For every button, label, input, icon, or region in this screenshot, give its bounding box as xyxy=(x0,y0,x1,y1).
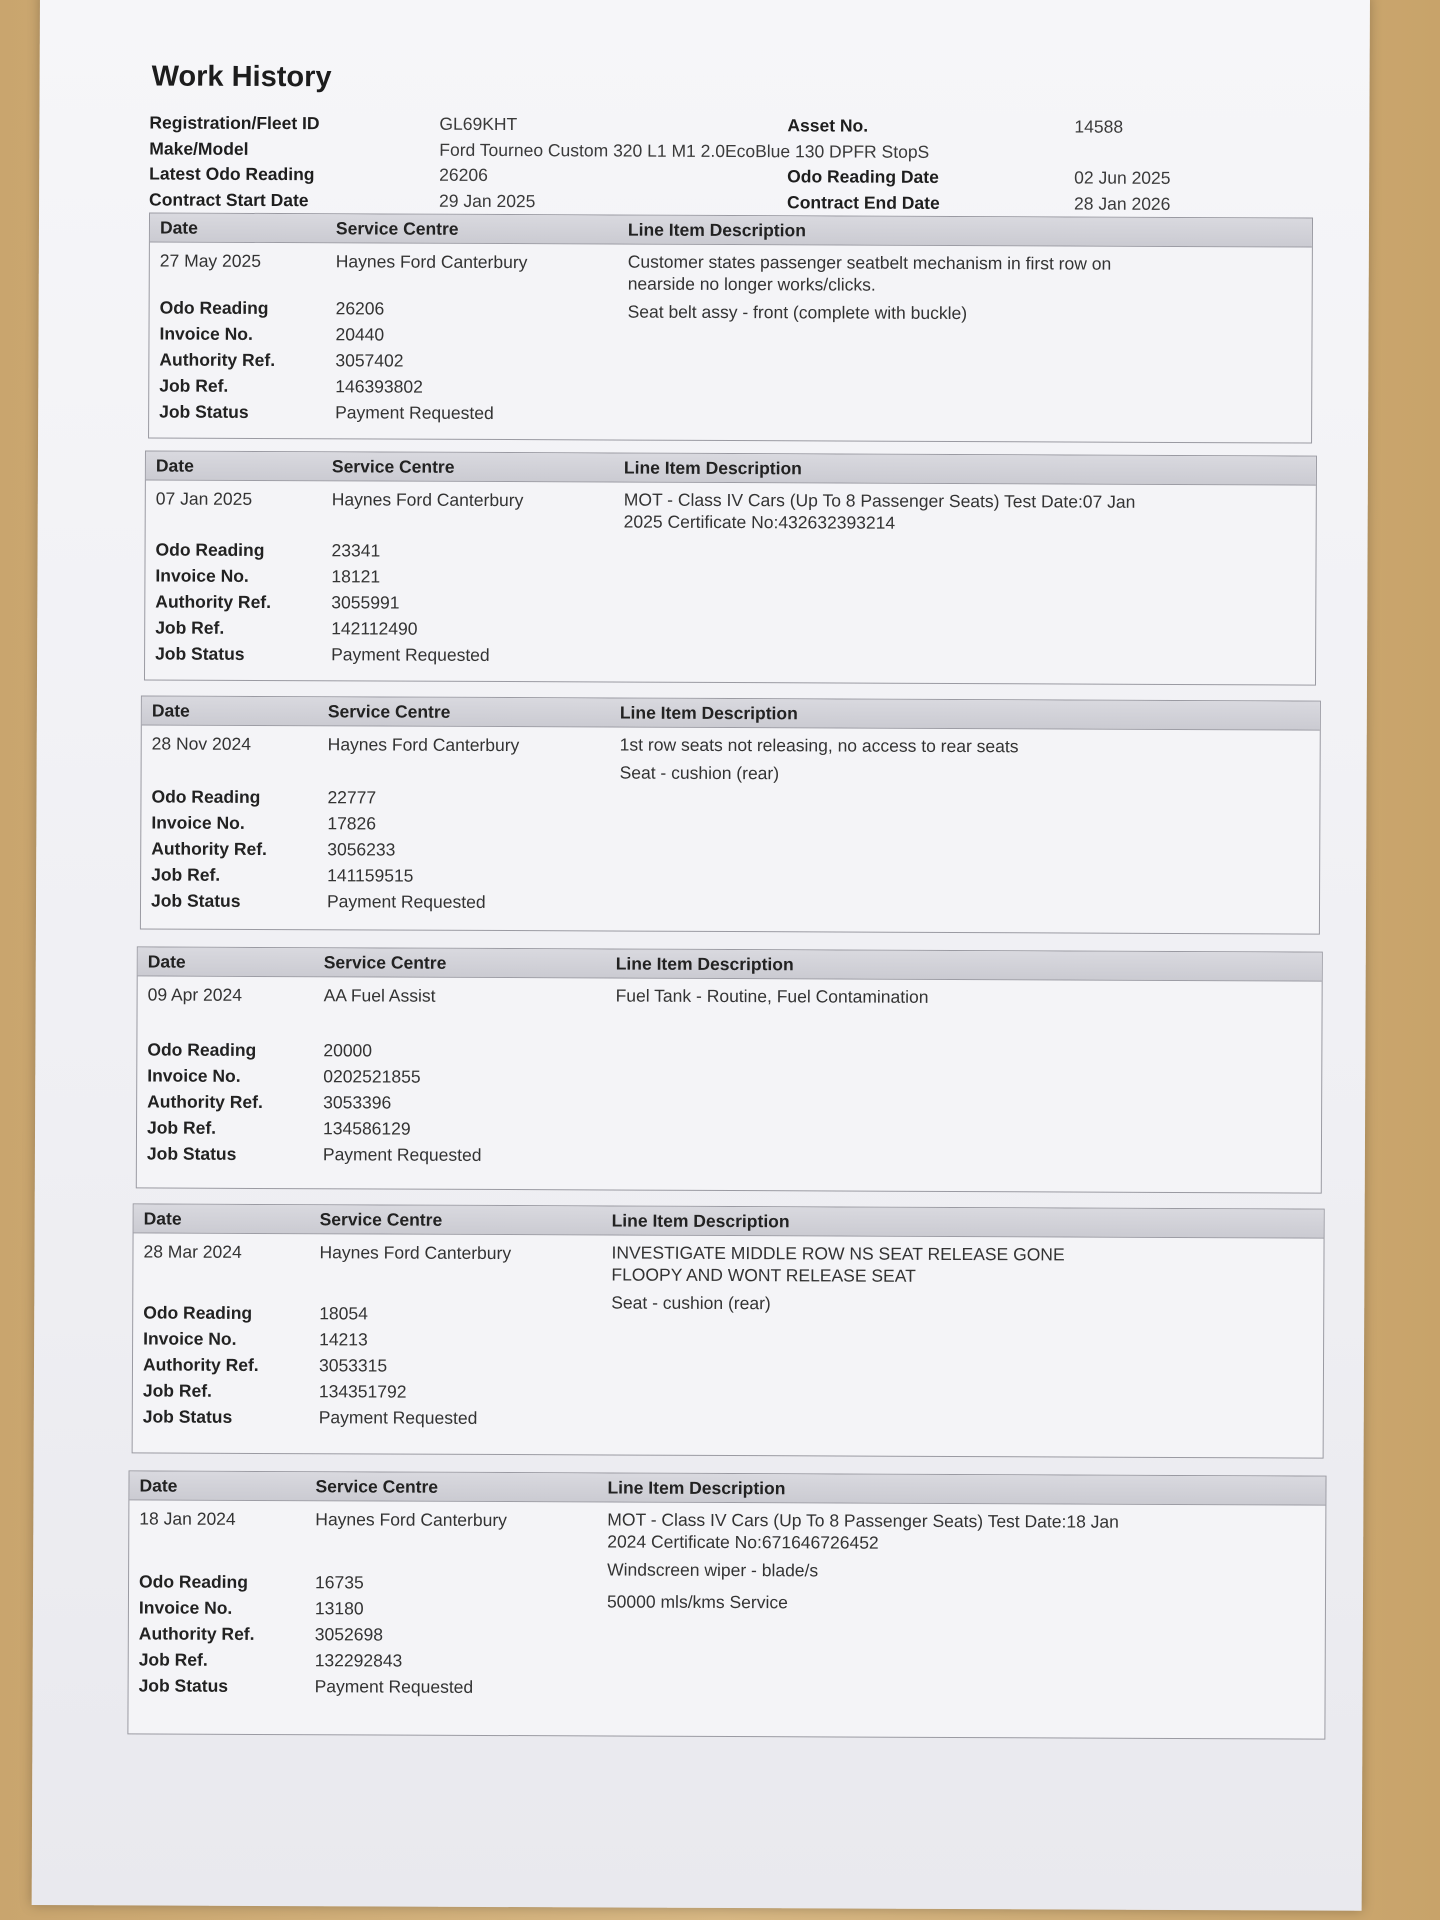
job-fields xyxy=(147,1036,578,1168)
job-header xyxy=(138,947,1322,981)
job-field-job-ref xyxy=(147,1114,577,1142)
job-field-authority xyxy=(147,1088,577,1116)
job-fields xyxy=(151,783,582,915)
field-label: Job Status xyxy=(159,401,249,422)
field-label: Odo Reading xyxy=(139,1570,248,1592)
job-field-invoice xyxy=(159,321,589,349)
registration-value: GL69KHT xyxy=(439,113,518,135)
job-description xyxy=(624,489,1144,541)
service-centre-column-header: Service Centre xyxy=(315,1475,439,1497)
job-field-odo xyxy=(156,537,586,565)
line-item: 50000 mls/kms Service xyxy=(606,1591,788,1613)
job-description xyxy=(611,1242,1131,1326)
job-description xyxy=(619,734,1139,796)
job-record xyxy=(136,946,1323,1193)
field-label: Job Status xyxy=(142,1405,233,1427)
job-description xyxy=(628,251,1148,335)
description-column-header: Line Item Description xyxy=(607,1476,786,1498)
line-item: Windscreen wiper - blade/s xyxy=(607,1559,819,1581)
document-page xyxy=(32,0,1370,1911)
job-fields xyxy=(155,537,586,669)
field-value: Payment Requested xyxy=(318,1406,478,1428)
field-label: Invoice No. xyxy=(159,323,253,344)
field-value: 22777 xyxy=(327,786,377,807)
asset-no-label: Asset No. xyxy=(787,115,869,136)
job-record xyxy=(148,212,1313,443)
job-field-job-ref xyxy=(159,373,589,401)
job-field-status xyxy=(143,1403,573,1431)
job-field-status xyxy=(159,399,589,427)
job-field-job-ref xyxy=(151,861,581,889)
contract-start-label: Contract Start Date xyxy=(149,189,309,210)
line-item: Customer states passenger seatbelt mechanism in first row on nearside no longer works/clicks. xyxy=(627,251,1112,295)
line-item: Seat belt assy - front (complete with buckle) xyxy=(627,301,968,324)
contract-end-value: 28 Jan 2026 xyxy=(1074,193,1171,214)
job-field-invoice xyxy=(155,563,585,591)
job-record xyxy=(144,450,1317,685)
odo-date-value: 02 Jun 2025 xyxy=(1074,167,1171,189)
job-field-odo xyxy=(139,1568,569,1596)
line-item: MOT - Class IV Cars (Up To 8 Passenger Seats) Test Date:07 Jan 2025 Certificate No:432632393214 xyxy=(623,489,1136,533)
field-value: Payment Requested xyxy=(326,890,486,912)
description-column-header: Line Item Description xyxy=(611,1210,790,1231)
field-value: 0202521855 xyxy=(323,1065,421,1087)
field-label: Authority Ref. xyxy=(138,1622,255,1644)
field-value: 20000 xyxy=(323,1039,373,1060)
field-value: 3055991 xyxy=(331,591,400,613)
field-value: 20440 xyxy=(335,323,385,345)
service-centre-column-header: Service Centre xyxy=(319,1208,443,1230)
contract-start-value: 29 Jan 2025 xyxy=(439,190,536,211)
date-column-header: Date xyxy=(159,217,198,238)
field-label: Job Status xyxy=(150,889,241,911)
field-value: 3056233 xyxy=(327,838,396,860)
field-value: Payment Requested xyxy=(335,401,494,423)
job-record xyxy=(132,1203,1325,1458)
job-header xyxy=(129,1471,1325,1505)
job-fields xyxy=(143,1299,574,1431)
date-column-header: Date xyxy=(139,1474,178,1496)
field-label: Invoice No. xyxy=(138,1596,233,1618)
field-label: Odo Reading xyxy=(143,1301,253,1323)
field-value: 16735 xyxy=(315,1571,364,1592)
field-label: Authority Ref. xyxy=(155,591,272,612)
job-service-centre: Haynes Ford Canterbury xyxy=(327,734,520,756)
description-column-header: Line Item Description xyxy=(615,953,794,974)
job-field-invoice xyxy=(147,1062,577,1090)
job-date: 07 Jan 2025 xyxy=(155,488,253,509)
job-field-invoice xyxy=(151,809,581,837)
job-field-odo xyxy=(151,783,581,811)
job-date: 09 Apr 2024 xyxy=(147,984,243,1005)
field-value: 3057402 xyxy=(335,349,404,371)
field-value: 3052698 xyxy=(314,1623,384,1645)
job-field-authority xyxy=(143,1351,573,1379)
job-service-centre: Haynes Ford Canterbury xyxy=(335,251,528,273)
job-header xyxy=(146,451,1316,485)
service-centre-column-header: Service Centre xyxy=(327,700,451,722)
field-value: 132292843 xyxy=(314,1649,403,1671)
field-label: Job Status xyxy=(146,1142,237,1164)
field-label: Job Ref. xyxy=(151,863,221,885)
job-field-invoice xyxy=(139,1594,569,1622)
field-label: Invoice No. xyxy=(143,1327,237,1349)
field-value: 23341 xyxy=(331,539,381,560)
field-value: 134586129 xyxy=(322,1117,411,1139)
field-label: Job Ref. xyxy=(155,617,225,638)
job-date: 18 Jan 2024 xyxy=(139,1508,236,1529)
date-column-header: Date xyxy=(147,950,186,972)
job-date: 28 Mar 2024 xyxy=(143,1241,242,1262)
line-item: MOT - Class IV Cars (Up To 8 Passenger Seats) Test Date:18 Jan 2024 Certificate No:671646726452 xyxy=(607,1509,1119,1553)
job-service-centre: Haynes Ford Canterbury xyxy=(331,489,524,511)
job-field-odo xyxy=(143,1299,573,1327)
field-value: 146393802 xyxy=(335,375,423,397)
make-model-label: Make/Model xyxy=(149,138,249,159)
job-field-odo xyxy=(160,295,590,323)
vehicle-header xyxy=(149,110,1239,217)
field-value: Payment Requested xyxy=(322,1143,482,1165)
job-service-centre: AA Fuel Assist xyxy=(323,985,436,1006)
job-service-centre: Haynes Ford Canterbury xyxy=(315,1509,507,1531)
field-label: Authority Ref. xyxy=(147,1090,263,1112)
job-fields xyxy=(139,1568,570,1700)
job-header xyxy=(150,213,1312,247)
job-description xyxy=(616,985,1136,1015)
field-label: Invoice No. xyxy=(155,565,249,586)
field-label: Odo Reading xyxy=(159,297,269,318)
field-label: Job Ref. xyxy=(138,1648,208,1670)
job-field-invoice xyxy=(143,1325,573,1353)
job-field-status xyxy=(151,887,581,915)
service-centre-column-header: Service Centre xyxy=(335,217,459,239)
job-field-job-ref xyxy=(139,1646,569,1674)
job-header xyxy=(142,696,1320,730)
field-value: 3053315 xyxy=(318,1354,388,1376)
line-item: 1st row seats not releasing, no access to rear seats xyxy=(619,734,1019,757)
odo-date-label: Odo Reading Date xyxy=(787,166,939,188)
field-value: Payment Requested xyxy=(314,1675,474,1697)
field-value: 134351792 xyxy=(318,1380,407,1402)
date-column-header: Date xyxy=(143,1207,182,1229)
job-field-authority xyxy=(151,835,581,863)
contract-end-label: Contract End Date xyxy=(787,192,940,213)
job-description xyxy=(607,1508,1127,1624)
field-value: 142112490 xyxy=(331,617,418,639)
job-field-status xyxy=(139,1672,569,1700)
job-header xyxy=(134,1204,1324,1238)
job-service-centre: Haynes Ford Canterbury xyxy=(319,1242,512,1264)
field-value: 18054 xyxy=(319,1302,368,1323)
field-value: 17826 xyxy=(327,812,377,833)
line-item: Seat - cushion (rear) xyxy=(611,1292,771,1314)
field-label: Authority Ref. xyxy=(159,349,276,370)
field-label: Job Ref. xyxy=(142,1379,212,1401)
field-value: 13180 xyxy=(314,1597,364,1618)
line-item: Fuel Tank - Routine, Fuel Contamination xyxy=(615,985,929,1007)
field-label: Invoice No. xyxy=(147,1064,241,1086)
field-value: 26206 xyxy=(335,297,385,319)
job-date: 27 May 2025 xyxy=(159,250,262,271)
field-label: Odo Reading xyxy=(147,1038,257,1060)
field-label: Invoice No. xyxy=(151,811,245,833)
field-label: Authority Ref. xyxy=(142,1353,259,1375)
date-column-header: Date xyxy=(155,455,194,476)
asset-no-value: 14588 xyxy=(1074,116,1124,137)
job-field-job-ref xyxy=(155,615,585,643)
job-field-authority xyxy=(159,347,589,375)
description-column-header: Line Item Description xyxy=(623,457,802,478)
field-value: 3053396 xyxy=(323,1091,392,1113)
field-label: Job Ref. xyxy=(159,375,229,396)
date-column-header: Date xyxy=(151,699,190,721)
service-centre-column-header: Service Centre xyxy=(323,951,447,973)
field-label: Odo Reading xyxy=(155,539,265,560)
job-record xyxy=(127,1470,1326,1739)
job-record xyxy=(140,695,1321,934)
description-column-header: Line Item Description xyxy=(619,702,798,723)
registration-label: Registration/Fleet ID xyxy=(149,112,320,134)
field-label: Authority Ref. xyxy=(151,837,268,859)
field-label: Job Ref. xyxy=(146,1116,217,1138)
service-centre-column-header: Service Centre xyxy=(331,455,455,477)
make-model-value: Ford Tourneo Custom 320 L1 M1 2.0EcoBlue 130 DPFR StopS xyxy=(439,139,930,162)
field-value: Payment Requested xyxy=(331,643,490,665)
field-label: Odo Reading xyxy=(151,785,261,807)
job-field-authority xyxy=(155,589,585,617)
job-field-status xyxy=(155,641,585,669)
job-field-odo xyxy=(147,1036,577,1064)
description-column-header: Line Item Description xyxy=(627,219,806,240)
job-field-job-ref xyxy=(143,1377,573,1405)
line-item: Seat - cushion (rear) xyxy=(619,762,780,784)
field-value: 18121 xyxy=(331,565,381,586)
latest-odo-label: Latest Odo Reading xyxy=(149,163,315,185)
latest-odo-value: 26206 xyxy=(439,164,488,186)
job-date: 28 Nov 2024 xyxy=(151,733,252,754)
job-fields xyxy=(159,295,590,427)
line-item: INVESTIGATE MIDDLE ROW NS SEAT RELEASE GONE FLOOPY AND WONT RELEASE SEAT xyxy=(611,1242,1065,1286)
page-title: Work History xyxy=(151,60,332,94)
job-field-authority xyxy=(139,1620,569,1648)
field-label: Job Status xyxy=(155,643,245,664)
field-value: 141159515 xyxy=(327,864,414,886)
field-value: 14213 xyxy=(319,1328,368,1349)
field-label: Job Status xyxy=(138,1674,229,1696)
job-field-status xyxy=(147,1140,577,1168)
